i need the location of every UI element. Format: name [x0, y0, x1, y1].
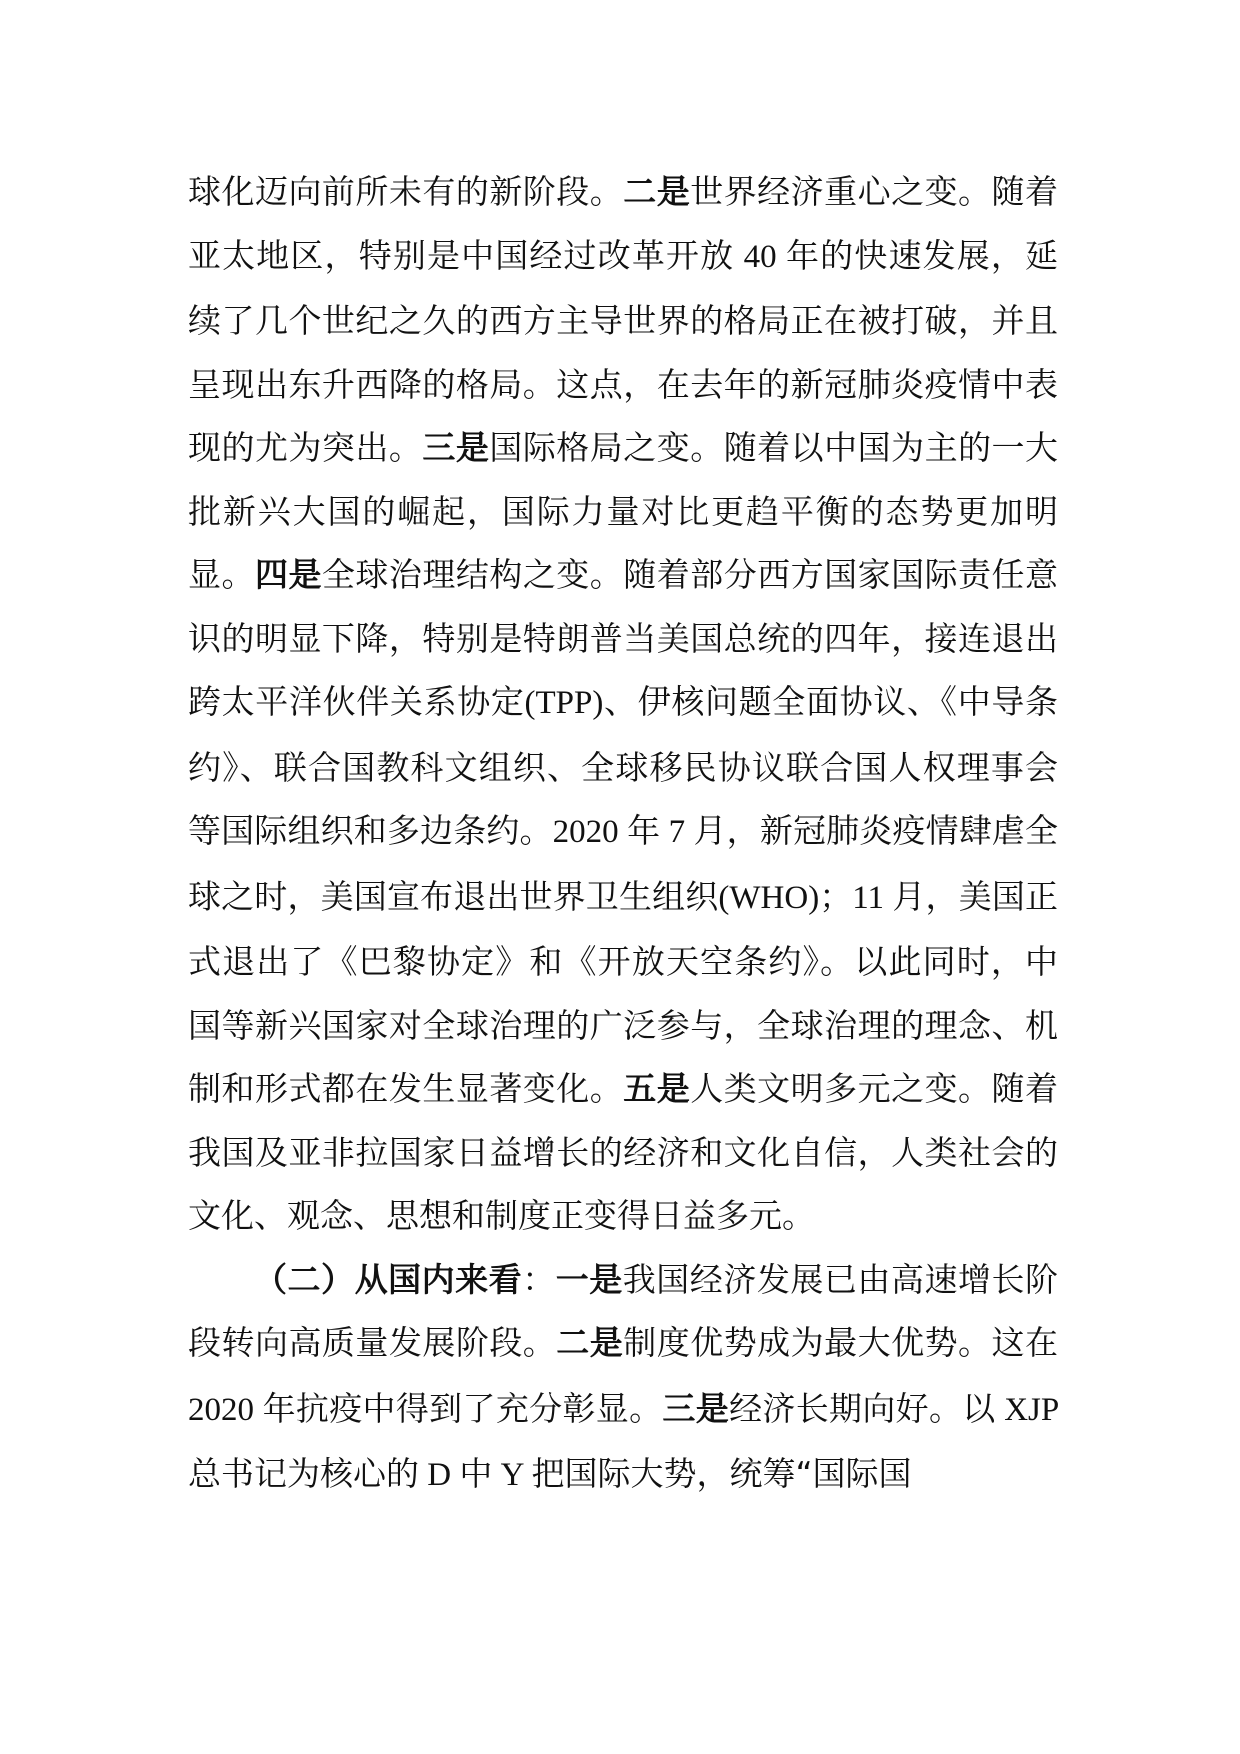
- text-run: 总书记为核心的: [188, 1454, 419, 1493]
- text-run: XJP: [995, 1391, 1058, 1428]
- document-page: [188, 160, 1058, 1508]
- text-run: (TPP): [524, 685, 604, 721]
- text-run: 把国际大势，统筹“国际国: [531, 1454, 912, 1493]
- text-run: 我国经济发展已由高速增长阶段转向高质量发展阶段。: [188, 1259, 1059, 1362]
- text-run: 经济长期向好。以: [729, 1388, 996, 1428]
- text-run: 2020: [552, 814, 628, 850]
- bold-phrase: （二）从国内来看: [254, 1259, 523, 1299]
- paragraph: [188, 1248, 1058, 1508]
- bold-phrase: 三是: [422, 428, 490, 467]
- text-run: 、伊核问题全面协议、《中导条约》、联合国教科文组织、全球移民协议联合国人权理事会等国际组织和多边条约。: [188, 682, 1059, 850]
- bold-phrase: 三是: [662, 1388, 730, 1428]
- text-run: 40: [734, 238, 787, 275]
- paragraph: [188, 160, 1058, 1248]
- text-run: Y: [492, 1457, 532, 1493]
- text-run: 年: [627, 811, 661, 850]
- text-run: 人类文明多元之变。随着我国及亚非拉国家日益增长的经济和文化自信，人类社会的文化、观念、思想和制度正变得日益多元。: [188, 1069, 1059, 1235]
- text-run: (WHO): [718, 879, 820, 916]
- bold-phrase: 一是: [555, 1259, 623, 1299]
- text-run: 月，美国正式退出了《巴黎协定》和《开放天空条约》。以此同时，中国等新兴国家对全球治理的广泛参与，全球治理的理念、机制和形式都在发生显著变化。: [188, 876, 1059, 1108]
- text-run: 7: [660, 814, 694, 850]
- text-run: 11: [852, 879, 893, 916]
- bold-phrase: 五是: [623, 1069, 691, 1108]
- text-run: 国际格局之变。随着以中国为主的一大批新兴大国的崛起，国际力量对比更趋平衡的态势更加明显。: [188, 428, 1059, 594]
- text-run: 中: [459, 1454, 493, 1493]
- bold-phrase: 二是: [556, 1323, 624, 1362]
- text-run: D: [419, 1457, 460, 1493]
- text-run: ；: [819, 876, 853, 916]
- text-run: 制度优势成为最大优势。这在: [623, 1323, 1059, 1362]
- text-run: 2020: [188, 1391, 263, 1428]
- bold-phrase: 四是: [254, 555, 322, 594]
- text-run: 球化迈向前所未有的新阶段。: [188, 172, 624, 211]
- text-run: 世界经济重心之变。随着亚太地区，特别是中国经过改革开放: [188, 172, 1059, 275]
- text-run: 年的快速发展，延续了几个世纪之久的西方主导世界的格局正在被打破，并且呈现出东升西降的格局。这点，在去年的新冠肺炎疫情中表现的尤为突出。: [188, 235, 1059, 467]
- bold-phrase: 二是: [623, 172, 691, 211]
- text-run: 全球治理结构之变。随着部分西方国家国际责任意识的明显下降，特别是特朗普当美国总统的四年，接连退出跨太平洋伙伴关系协定: [188, 555, 1059, 721]
- text-run: 月，新冠肺炎疫情肆虐全球之时，美国宣布退出世界卫生组织: [188, 811, 1059, 916]
- text-run: ：: [522, 1259, 556, 1299]
- text-run: 年抗疫中得到了充分彰显。: [262, 1388, 663, 1428]
